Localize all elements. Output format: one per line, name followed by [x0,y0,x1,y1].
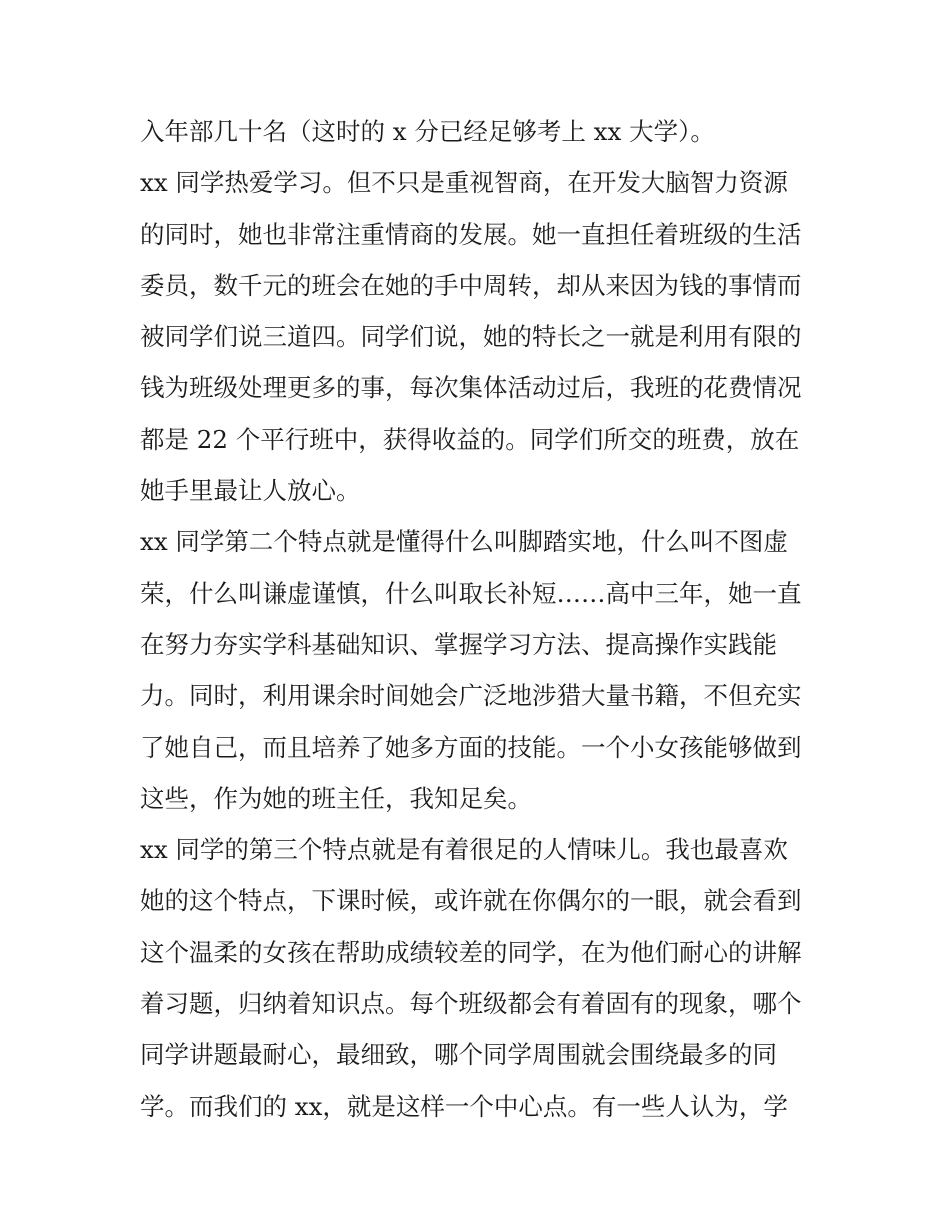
text-line: 都是 22 个平行班中，获得收益的。同学们所交的班费，放在 [140,424,800,454]
text-line: 学。而我们的 xx，就是这样一个中心点。有一些人认为，学 [140,1091,788,1121]
text-line: 委员，数千元的班会在她的手中周转，却从来因为钱的事情而 [140,270,802,300]
text-line: 荣，什么叫谦虚谨慎，什么叫取长补短……高中三年，她一直 [140,578,802,608]
text-line: 钱为班级处理更多的事，每次集体活动过后，我班的花费情况 [140,373,802,403]
text-line: xx 同学的第三个特点就是有着很足的人情味儿。我也最喜欢 [140,835,788,865]
text-line: xx 同学热爱学习。但不只是重视智商，在开发大脑智力资源 [140,168,788,198]
text-line: 她手里最让人放心。 [140,476,361,506]
text-line: xx 同学第二个特点就是懂得什么叫脚踏实地，什么叫不图虚 [140,527,788,557]
text-line: 这些，作为她的班主任，我知足矣。 [140,783,532,813]
text-line: 被同学们说三道四。同学们说，她的特长之一就是利用有限的 [140,322,802,352]
text-line: 这个温柔的女孩在帮助成绩较差的同学，在为他们耐心的讲解 [140,937,802,967]
text-line: 同学讲题最耐心，最细致，哪个同学周围就会围绕最多的同 [140,1040,777,1070]
body-text [140,106,820,1132]
text-line: 在努力夯实学科基础知识、掌握学习方法、提高操作实践能 [140,629,777,659]
text-line: 入年部几十名（这时的 x 分已经足够考上 xx 大学）。 [140,117,715,146]
text-line: 着习题，归纳着知识点。每个班级都会有着固有的现象，哪个 [140,989,802,1019]
text-line: 她的这个特点，下课时候，或许就在你偶尔的一眼，就会看到 [140,886,802,916]
text-line: 了她自己，而且培养了她多方面的技能。一个小女孩能够做到 [140,732,802,762]
text-line: 的同时，她也非常注重情商的发展。她一直担任着班级的生活 [140,219,802,249]
text-line: 力。同时，利用课余时间她会广泛地涉猎大量书籍，不但充实 [140,681,802,711]
